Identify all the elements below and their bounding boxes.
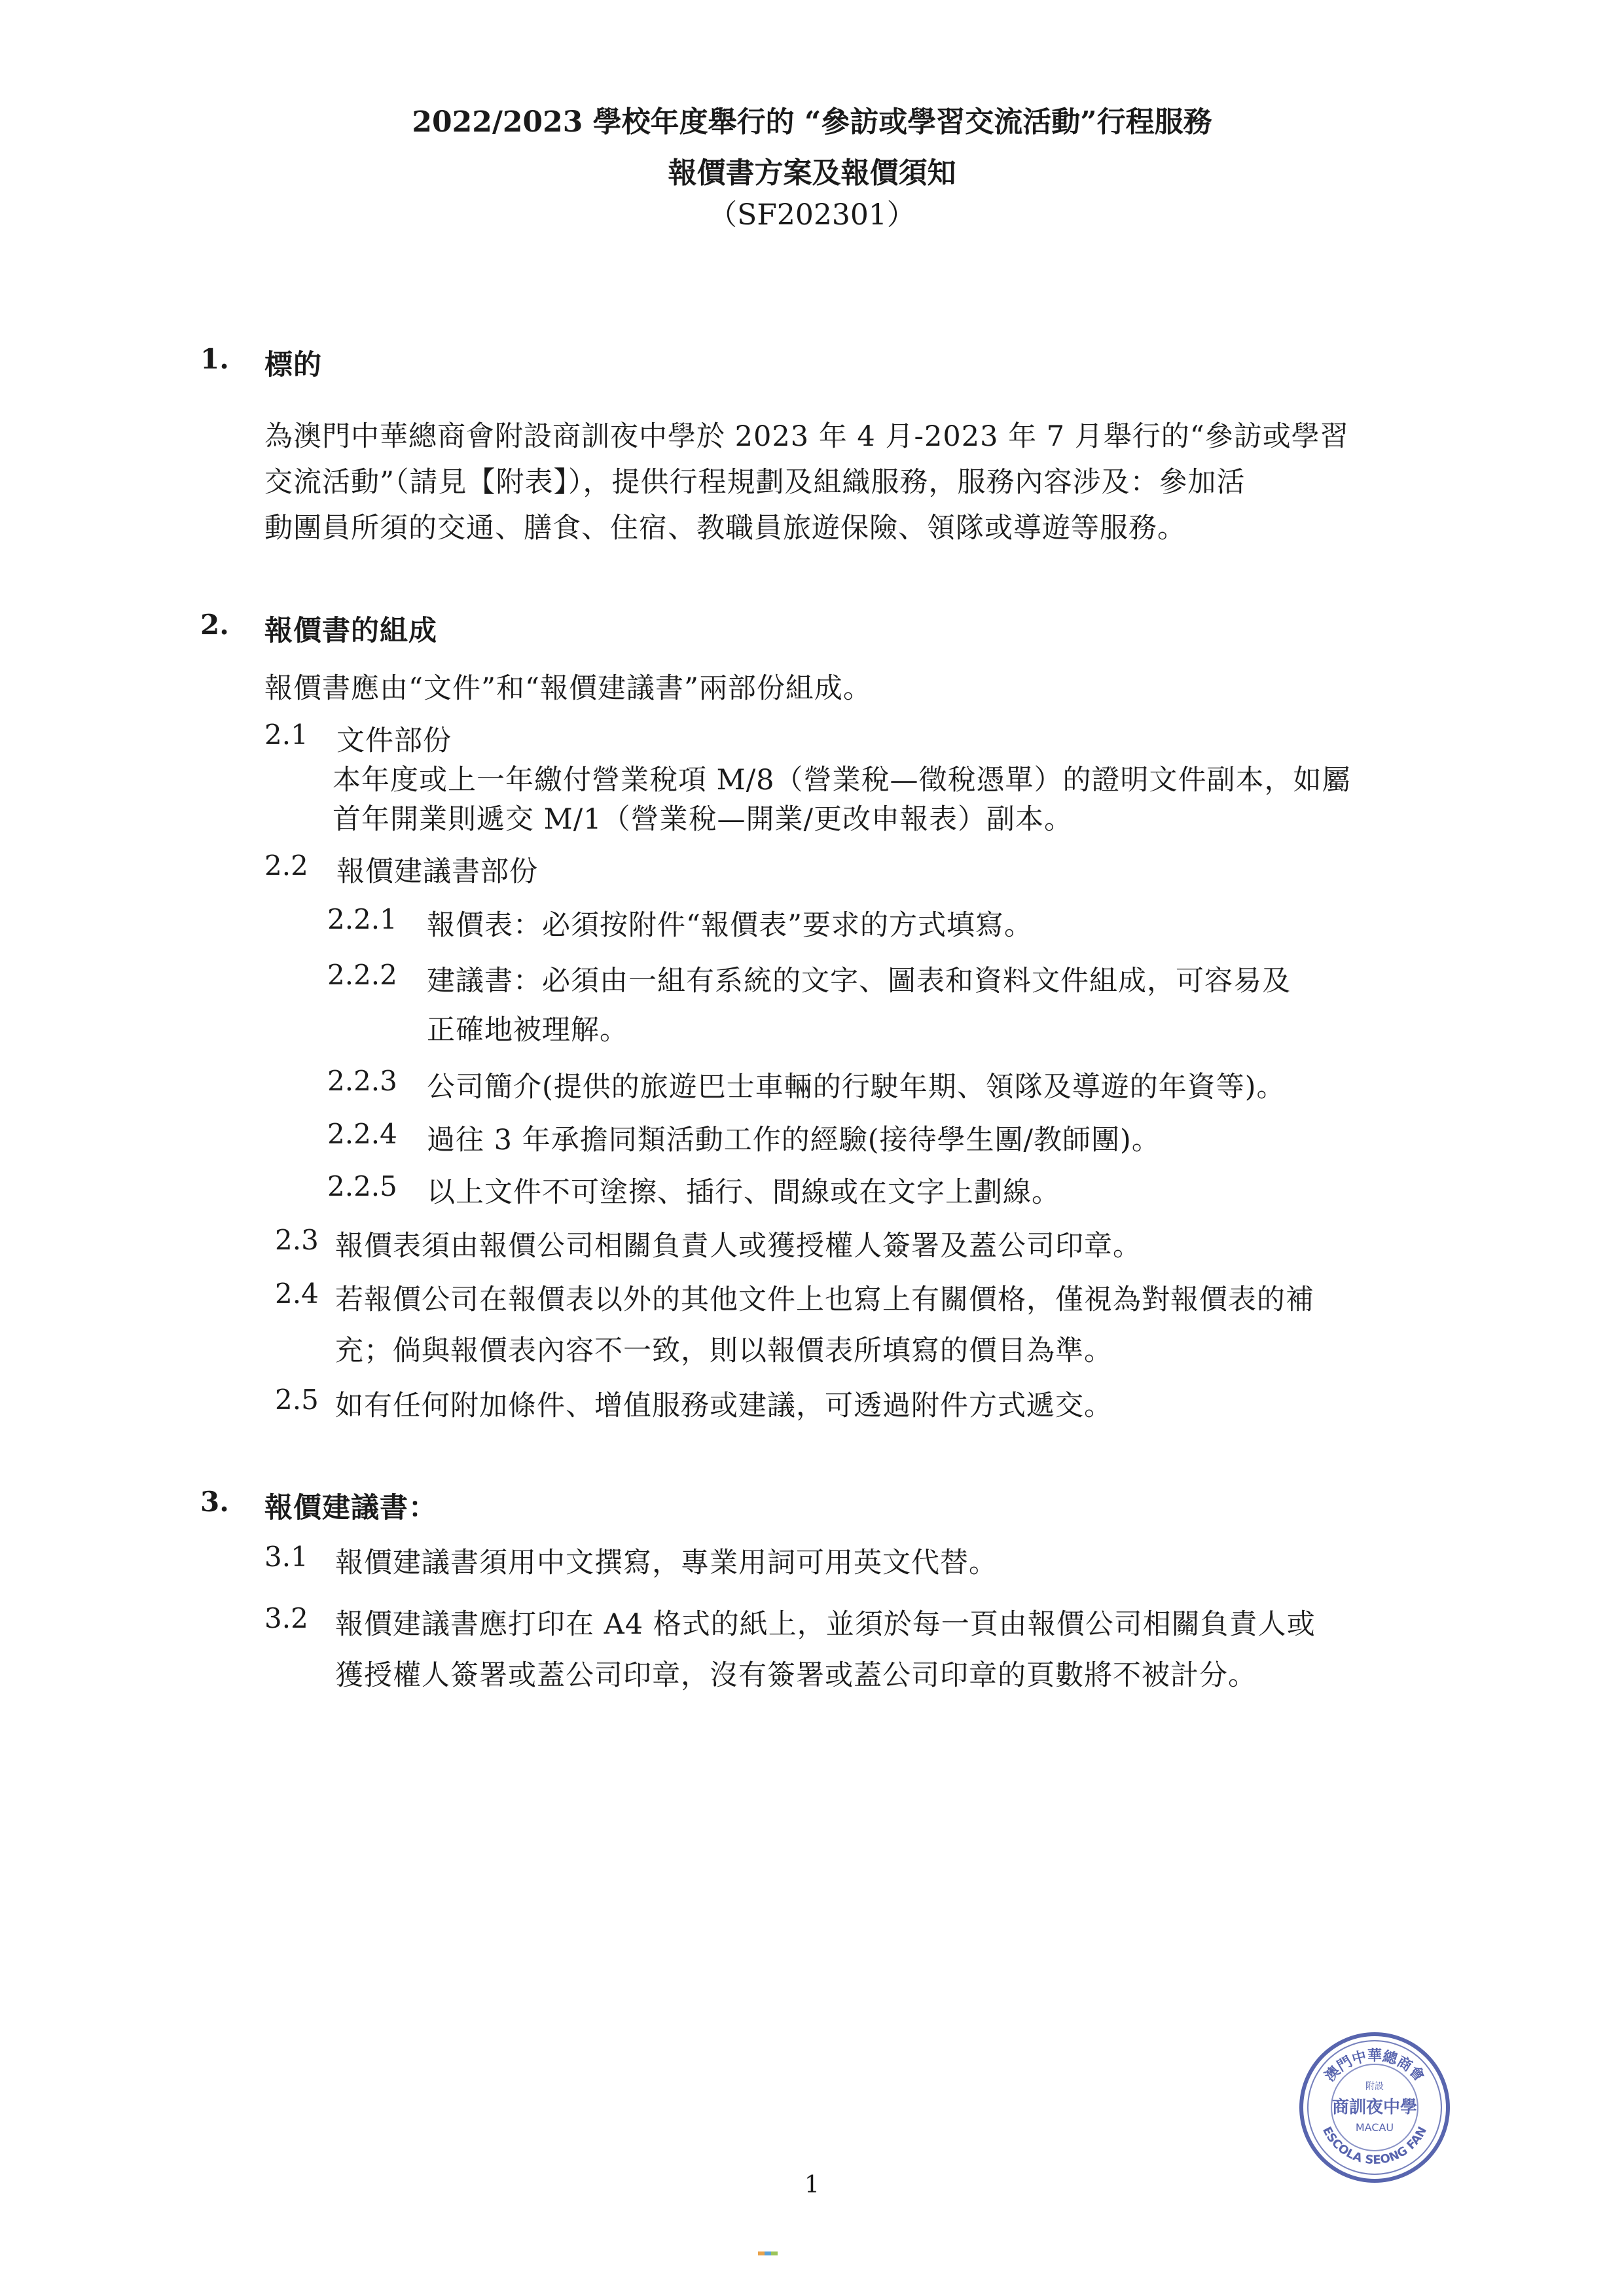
item-2-2-5-text: 以上文件不可塗擦、插行、間線或在文字上劃線。 — [427, 1176, 1060, 1209]
item-2-4-text: 若報價公司在報價表以外的其他文件上也寫上有關價格，僅視為對報價表的補 — [335, 1283, 1314, 1316]
item-2-2-4-text: 過往 3 年承擔同類活動工作的經驗(接待學生團/教師團)。 — [427, 1124, 1161, 1157]
document-subtitle: 報價書方案及報價須知 — [668, 156, 956, 190]
document-title: 2022/2023 學校年度舉行的 “參訪或學習交流活動”行程服務 — [412, 105, 1212, 139]
item-2-1-title: 文件部份 — [336, 725, 452, 757]
item-2-3-number: 2.3 — [275, 1224, 319, 1256]
item-2-2-2-number: 2.2.2 — [327, 959, 397, 991]
item-2-2-1-number: 2.2.1 — [327, 903, 397, 935]
section-1-body-line: 動團員所須的交通、膳食、住宿、教職員旅遊保險、領隊或導遊等服務。 — [264, 512, 1186, 545]
item-2-2-3-number: 2.2.3 — [327, 1065, 397, 1097]
scan-mark — [758, 2251, 778, 2255]
item-3-1-number: 3.1 — [264, 1541, 308, 1573]
document-code: （SF202301） — [708, 198, 916, 232]
item-2-4-number: 2.4 — [275, 1278, 319, 1310]
svg-text:附設: 附設 — [1365, 2081, 1384, 2092]
section-2-title: 報價書的組成 — [264, 615, 437, 647]
item-2-2-1-text: 報價表：必須按附件“報價表”要求的方式填寫。 — [427, 909, 1033, 942]
item-2-1-body-line: 本年度或上一年繳付營業稅項 M/8（營業稅—徵稅憑單）的證明文件副本，如屬 — [333, 764, 1351, 797]
section-3-number: 3. — [200, 1486, 229, 1518]
item-2-3-text: 報價表須由報價公司相關負責人或獲授權人簽署及蓋公司印章。 — [335, 1230, 1142, 1263]
item-2-4-text: 充；倘與報價表內容不一致，則以報價表所填寫的價目為準。 — [335, 1335, 1113, 1367]
item-2-1-number: 2.1 — [264, 719, 308, 751]
item-2-2-title: 報價建議書部份 — [336, 855, 538, 888]
svg-text:澳門中華總商會: 澳門中華總商會 — [1321, 2047, 1428, 2085]
item-2-1-body-line: 首年開業則遞交 M/1（營業稅—開業/更改申報表）副本。 — [333, 803, 1074, 836]
section-1-body-line: 交流活動”（請見【附表】），提供行程規劃及組織服務，服務內容涉及：參加活 — [264, 466, 1246, 499]
item-3-2-text: 獲授權人簽署或蓋公司印章，沒有簽署或蓋公司印章的頁數將不被計分。 — [335, 1659, 1257, 1692]
svg-text:ESCOLA SEONG FAN: ESCOLA SEONG FAN — [1320, 2124, 1430, 2168]
section-1-number: 1. — [200, 343, 229, 375]
section-1-title: 標的 — [264, 349, 322, 382]
item-2-2-3-text: 公司簡介(提供的旅遊巴士車輛的行駛年期、領隊及導遊的年資等)。 — [427, 1071, 1286, 1103]
item-2-2-number: 2.2 — [264, 850, 308, 882]
school-seal-stamp — [1296, 2029, 1453, 2186]
svg-text:商訓夜中學: 商訓夜中學 — [1331, 2098, 1418, 2117]
item-2-5-number: 2.5 — [275, 1384, 319, 1416]
section-2-intro: 報價書應由“文件”和“報價建議書”兩部份組成。 — [264, 672, 872, 705]
item-2-2-4-number: 2.2.4 — [327, 1118, 397, 1150]
item-3-2-number: 3.2 — [264, 1602, 308, 1634]
page-number: 1 — [804, 2172, 820, 2198]
section-2-number: 2. — [200, 609, 229, 641]
item-3-1-text: 報價建議書須用中文撰寫，專業用詞可用英文代替。 — [335, 1547, 998, 1579]
item-2-2-5-number: 2.2.5 — [327, 1170, 397, 1202]
item-2-5-text: 如有任何附加條件、增值服務或建議，可透過附件方式遞交。 — [335, 1390, 1113, 1422]
item-2-2-2-text: 建議書：必須由一組有系統的文字、圖表和資料文件組成，可容易及 — [427, 965, 1291, 997]
section-3-title: 報價建議書： — [264, 1492, 437, 1524]
item-3-2-text: 報價建議書應打印在 A4 格式的紙上，並須於每一頁由報價公司相關負責人或 — [335, 1608, 1316, 1641]
item-2-2-2-text: 正確地被理解。 — [427, 1014, 628, 1047]
section-1-body-line: 為澳門中華總商會附設商訓夜中學於 2023 年 4 月-2023 年 7 月舉行的“參訪或學習 — [264, 420, 1349, 453]
svg-text:MACAU: MACAU — [1355, 2121, 1394, 2134]
